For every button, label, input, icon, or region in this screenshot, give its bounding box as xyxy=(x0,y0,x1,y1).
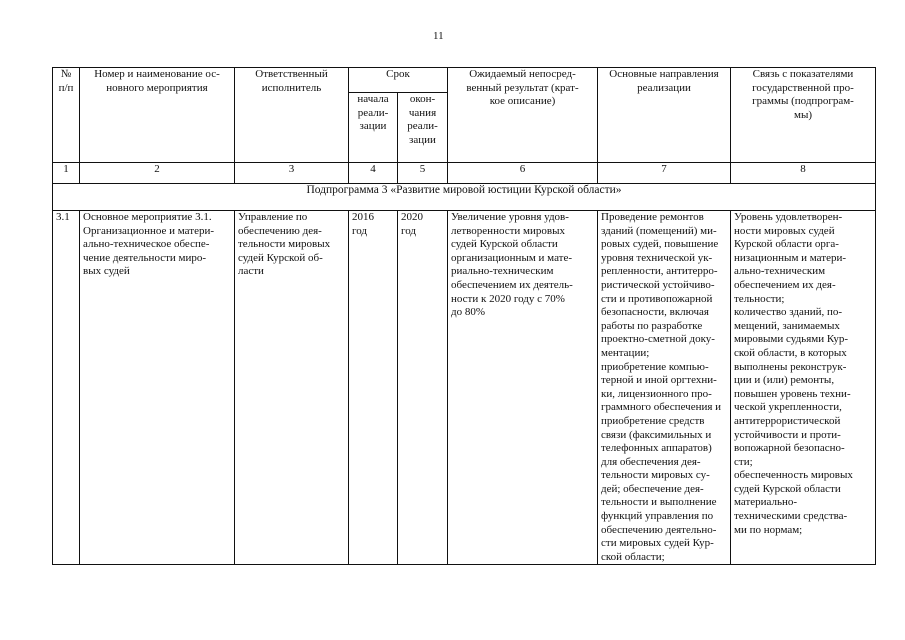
row-start xyxy=(349,211,398,565)
header-directions xyxy=(598,68,731,163)
text-line: чение деятельности миро- xyxy=(83,251,207,264)
column-number: 4 xyxy=(349,163,398,184)
text-line: ской области, в которых xyxy=(734,346,847,359)
text-line: окон- xyxy=(409,93,436,105)
text-line: новного мероприятия xyxy=(106,81,208,94)
text-line: обеспечением их дея- xyxy=(734,278,836,291)
header-start-lines xyxy=(352,93,394,134)
header-term: Срок xyxy=(349,68,448,93)
header-measure-name-lines xyxy=(83,68,231,95)
text-line: Основные направления xyxy=(609,68,719,80)
text-line: 2020 xyxy=(401,211,423,223)
text-line: судей Курской об- xyxy=(238,251,323,264)
row-end-lines xyxy=(401,211,444,238)
text-line: ской области; xyxy=(601,550,665,563)
text-line: риально-техническим xyxy=(451,265,554,278)
column-number: 5 xyxy=(398,163,448,184)
text-line: зации xyxy=(359,120,387,133)
text-line: ческой укрепленности, xyxy=(734,401,842,414)
row-indicators-lines xyxy=(734,211,872,537)
text-line: обеспечению дея- xyxy=(238,224,322,237)
text-line: реализации xyxy=(637,81,691,94)
header-start xyxy=(349,93,398,163)
text-line: выполнены реконструк- xyxy=(734,360,847,373)
text-line: Ответственный xyxy=(255,68,328,80)
row-directions xyxy=(598,211,731,565)
header-directions-lines xyxy=(601,68,727,95)
column-number: 7 xyxy=(598,163,731,184)
text-line: ции и (или) ремонты, xyxy=(734,374,835,387)
page-number: 11 xyxy=(433,30,444,42)
text-line: для обеспечения дея- xyxy=(601,455,701,468)
text-line: ми по нормам; xyxy=(734,523,803,536)
text-line: сти мировых судей Кур- xyxy=(601,537,714,550)
column-numbers-row xyxy=(53,163,876,184)
text-line: ристической устойчиво- xyxy=(601,278,715,291)
text-line: репленности, антитерро- xyxy=(601,265,718,278)
text-line: до 80% xyxy=(451,306,486,319)
text-line: тельности и выполнение xyxy=(601,496,717,509)
text-line: Связь с показателями xyxy=(752,68,854,80)
text-line: реали- xyxy=(407,120,438,133)
row-measure-name xyxy=(80,211,235,565)
measures-table xyxy=(52,67,876,565)
column-number: 6 xyxy=(448,163,598,184)
text-line: ности к 2020 году с 70% xyxy=(451,292,565,305)
header-indicators-lines xyxy=(734,68,872,122)
text-line: зданий (помещений) ми- xyxy=(601,224,717,237)
text-line: кое описание) xyxy=(489,95,556,108)
header-measure-name xyxy=(80,68,235,163)
text-line: Основное мероприятие 3.1. xyxy=(83,211,212,223)
text-line: сти и противопожарной xyxy=(601,292,713,305)
column-number: 1 xyxy=(53,163,80,184)
text-line: обеспечением их деятель- xyxy=(451,278,573,291)
text-line: граммы (подпрограм- xyxy=(752,95,854,108)
row-executor-lines xyxy=(238,211,345,279)
table-row xyxy=(53,211,876,565)
text-line: ности мировых судей xyxy=(734,224,835,237)
text-line: проектно-сметной доку- xyxy=(601,333,715,346)
text-line: Увеличение уровня удов- xyxy=(451,211,569,223)
text-line: связи (факсимильных и xyxy=(601,428,712,441)
text-line: телефонных аппаратов) xyxy=(601,442,712,455)
text-line: Проведение ремонтов xyxy=(601,211,704,223)
row-end xyxy=(398,211,448,565)
text-line: судей Курской области xyxy=(734,482,841,495)
text-line: граммного обеспечения и xyxy=(601,401,722,414)
text-line: вопожарной безопасно- xyxy=(734,442,845,455)
text-line: работы по разработке xyxy=(601,319,703,332)
text-line: судей Курской области xyxy=(451,238,558,251)
text-line: вых судей xyxy=(83,265,130,278)
column-number: 3 xyxy=(235,163,349,184)
header-expected-result xyxy=(448,68,598,163)
text-line: государственной про- xyxy=(752,81,854,94)
text-line: повышен уровень техни- xyxy=(734,387,851,400)
text-line: исполнитель xyxy=(261,81,322,94)
text-line: начала xyxy=(357,93,389,105)
text-line: мы) xyxy=(793,108,812,121)
text-line: чания xyxy=(408,106,437,119)
header-end xyxy=(398,93,448,163)
text-line: устойчивости и проти- xyxy=(734,428,841,441)
text-line: техническими средства- xyxy=(734,510,848,523)
header-executor xyxy=(235,68,349,163)
text-line: обеспечению деятельно- xyxy=(601,523,717,536)
row-executor xyxy=(235,211,349,565)
text-line: функций управления по xyxy=(601,510,714,523)
text-line: тельности; xyxy=(734,292,785,305)
text-line: приобретение средств xyxy=(601,414,705,427)
text-line: мировыми судьями Кур- xyxy=(734,333,849,346)
row-expected-result-lines xyxy=(451,211,594,320)
text-line: Организационное и матери- xyxy=(83,224,215,237)
text-line: организационным и мате- xyxy=(451,251,573,264)
text-line: Номер и наименование ос- xyxy=(94,68,220,80)
text-line: Управление по xyxy=(238,211,308,223)
text-line: венный результат (крат- xyxy=(466,81,579,94)
row-number: 3.1 xyxy=(53,211,80,565)
column-number: 2 xyxy=(80,163,235,184)
header-number-lines xyxy=(56,68,76,95)
row-expected-result xyxy=(448,211,598,565)
subprogram-row xyxy=(53,184,876,211)
text-line: тельности мировых су- xyxy=(601,469,710,482)
text-line: обеспеченность мировых xyxy=(734,469,853,482)
text-line: зации xyxy=(409,133,436,146)
text-line: ки, лицензионного про- xyxy=(601,387,712,400)
text-line: Курской области орга- xyxy=(734,238,839,251)
text-line: количество зданий, по- xyxy=(734,306,843,319)
row-indicators xyxy=(731,211,876,565)
header-executor-lines xyxy=(238,68,345,95)
header-end-lines xyxy=(401,93,444,147)
header-expected-result-lines xyxy=(451,68,594,109)
row-measure-name-lines xyxy=(83,211,231,279)
text-line: год xyxy=(352,224,368,237)
text-line: уровня технической ук- xyxy=(601,251,713,264)
text-line: приобретение компью- xyxy=(601,360,709,373)
header-number xyxy=(53,68,80,163)
header-indicators xyxy=(731,68,876,163)
text-line: антитеррористической xyxy=(734,414,841,427)
text-line: ласти xyxy=(238,265,264,278)
text-line: материально- xyxy=(734,496,798,509)
row-directions-lines xyxy=(601,211,727,564)
text-line: ально-техническое обеспе- xyxy=(83,238,210,251)
text-line: тельности мировых xyxy=(238,238,331,251)
text-line: реали- xyxy=(357,106,389,119)
text-line: Ожидаемый непосред- xyxy=(469,68,576,80)
row-start-lines xyxy=(352,211,394,238)
text-line: № xyxy=(60,68,72,80)
subprogram-title: Подпрограмма 3 «Развитие мировой юстиции Курской области» xyxy=(53,184,876,211)
text-line: сти; xyxy=(734,455,753,468)
text-line: ально-техническим xyxy=(734,265,826,278)
text-line: безопасности, включая xyxy=(601,306,709,319)
text-line: п/п xyxy=(58,81,74,94)
text-line: ровых судей, повышение xyxy=(601,238,719,251)
text-line: мещений, занимаемых xyxy=(734,319,840,332)
text-line: год xyxy=(401,224,417,237)
text-line: ментации; xyxy=(601,346,650,359)
text-line: терной и иной оргтехни- xyxy=(601,374,717,387)
column-number: 8 xyxy=(731,163,876,184)
text-line: 2016 xyxy=(352,211,374,223)
text-line: Уровень удовлетворен- xyxy=(734,211,843,223)
text-line: низационным и матери- xyxy=(734,251,847,264)
text-line: дей; обеспечение дея- xyxy=(601,482,704,495)
text-line: летворенности мировых xyxy=(451,224,565,237)
